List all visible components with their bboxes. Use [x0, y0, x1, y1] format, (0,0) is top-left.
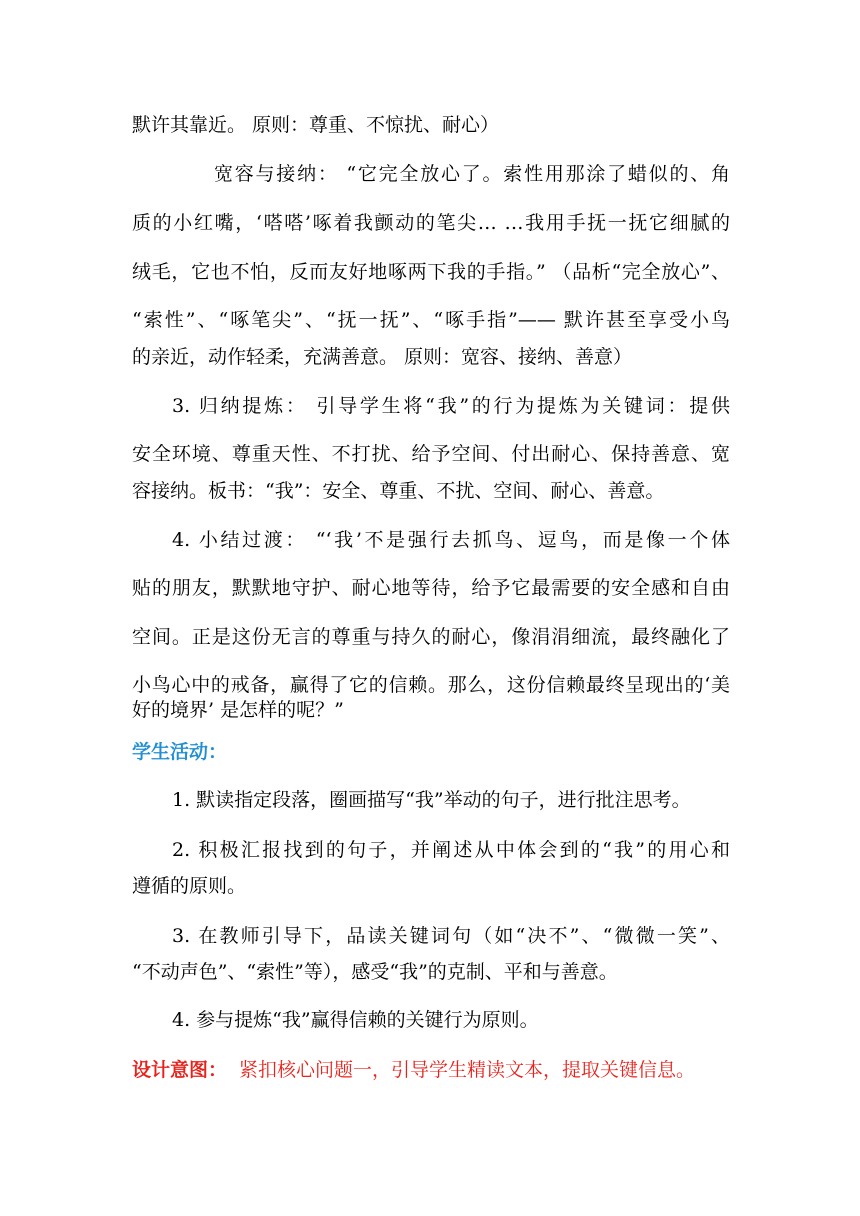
text-line-1: 默许其靠近。 原则：尊重、不惊扰、耐心） [132, 114, 500, 136]
text-line-8: 安全环境、尊重天性、不打扰、给予空间、付出耐心、保持善意、宽 [132, 443, 730, 465]
text-line-7: 3. 归纳提炼： 引导学生将“我”的行为提炼为关键词：提供 [172, 395, 730, 417]
text-line-10: 4. 小结过渡： “‘我’不是强行去抓鸟、逗鸟，而是像一个体 [172, 529, 730, 551]
text-line-12: 空间。正是这份无言的尊重与持久的耐心，像涓涓细流，最终融化了 [132, 626, 730, 648]
text-line-5: “索性”、“啄笔尖”、“抚一抚”、“啄手指”—— 默许甚至享受小鸟 [132, 309, 730, 331]
text-line-2: 宽容与接纳： “它完全放心了。索性用那涂了蜡似的、角 [214, 163, 730, 185]
activity-item-3-cont: “不动声色”、“索性”等），感受“我”的克制、平和与善意。 [132, 961, 618, 983]
design-intent-text: 紧扣核心问题一，引导学生精读文本，提取关键信息。 [239, 1059, 696, 1081]
design-intent-label: 设计意图： [132, 1059, 228, 1081]
text-line-9: 容接纳。板书：“我”：安全、尊重、不扰、空间、耐心、善意。 [132, 480, 665, 502]
activity-item-3: 3. 在教师引导下，品读关键词句（如“决不”、“微微一笑”、 [172, 925, 730, 947]
activity-item-2-cont: 遵循的原则。 [132, 875, 247, 897]
text-line-13: 小鸟心中的戒备，赢得了它的信赖。那么，这份信赖最终呈现出的‘美 [132, 674, 730, 696]
text-line-4: 绒毛，它也不怕，反而友好地啄两下我的手指。” （品析“完全放心”、 [132, 261, 730, 283]
student-activity-heading: 学生活动： [132, 741, 228, 763]
text-line-14: 好的境界’ 是怎样的呢？” [132, 699, 344, 721]
text-line-6: 的亲近，动作轻柔，充满善意。 原则：宽容、接纳、善意） [132, 346, 633, 368]
text-line-11: 贴的朋友，默默地守护、耐心地等待，给予它最需要的安全感和自由 [132, 577, 730, 599]
text-line-3: 质的小红嘴，‘嗒嗒’啄着我颤动的笔尖… …我用手抚一抚它细腻的 [132, 212, 730, 234]
design-intent [132, 1057, 695, 1083]
activity-item-4: 4. 参与提炼“我”赢得信赖的关键行为原则。 [172, 1009, 539, 1031]
activity-item-1: 1. 默读指定段落，圈画描写“我”举动的句子，进行批注思考。 [172, 789, 691, 811]
activity-item-2: 2. 积极汇报找到的句子，并阐述从中体会到的“我”的用心和 [172, 839, 730, 861]
